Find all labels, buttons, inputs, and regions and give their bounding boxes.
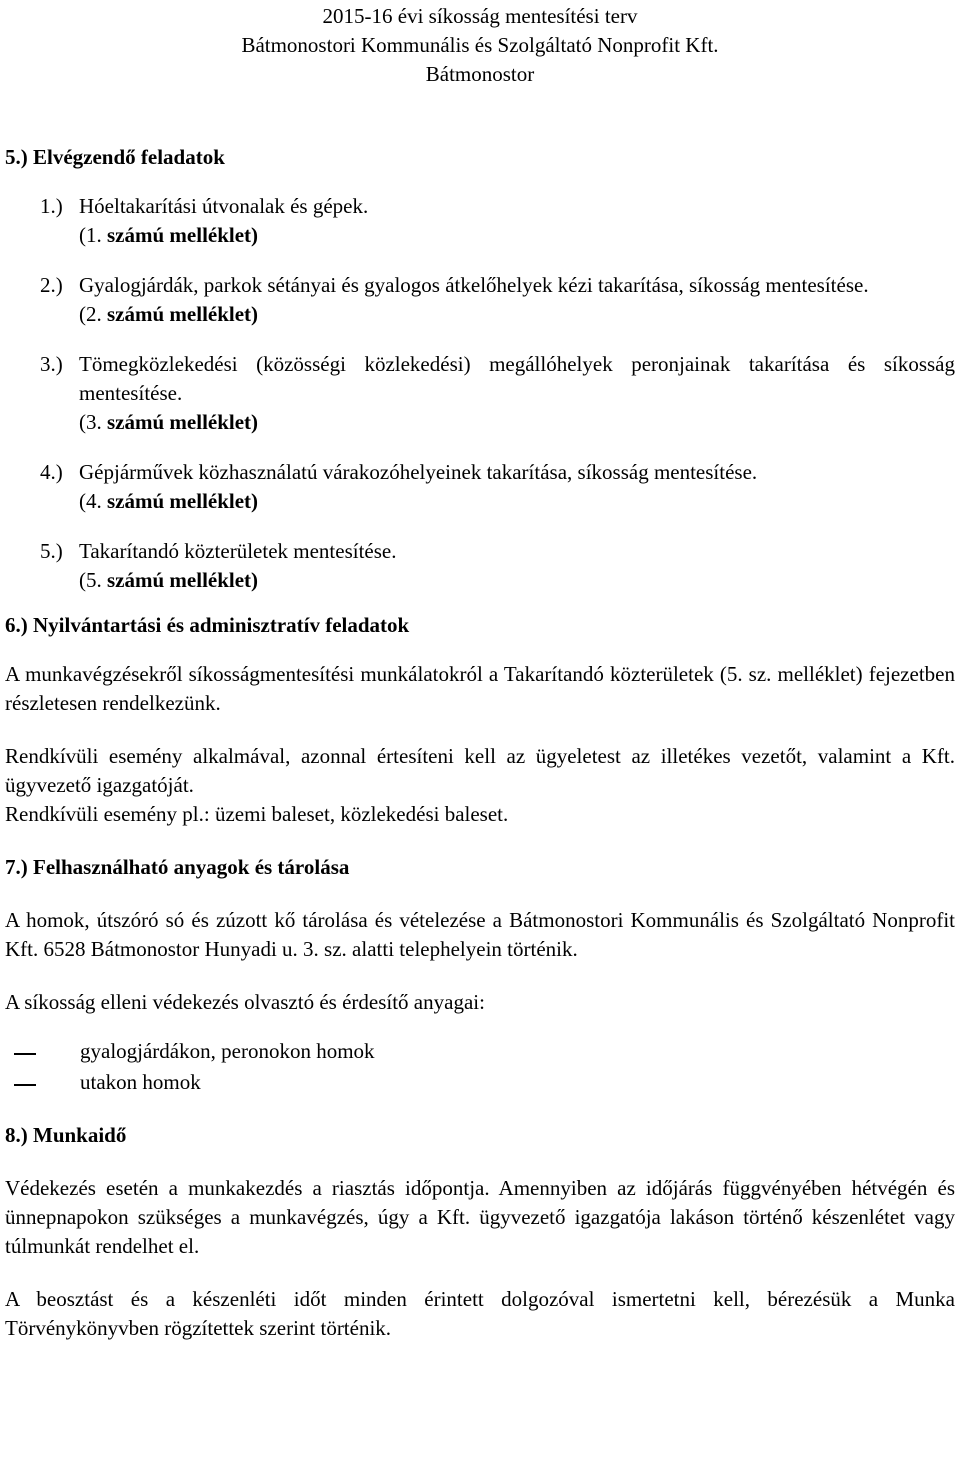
- section-7-paragraph: A homok, útszóró só és zúzott kő tárolása és vételezése a Bátmonostori Kommunális és Szolgáltató Nonprofit Kft. 6528 Bátmonostor Hunyadi u. 3. sz. alatti telephelyein történik.: [5, 908, 955, 961]
- section-6-title: 6.) Nyilvántartási és adminisztratív feladatok: [5, 613, 410, 637]
- task-annex-ref: (5. számú melléklet): [79, 568, 259, 592]
- task-text: Takarítandó közterületek mentesítése.: [79, 539, 397, 563]
- task-number: 3.): [40, 352, 63, 376]
- section-8-paragraph: A beosztást és a készenléti időt minden érintett dolgozóval ismertetni kell, bérezésük a Munka Törvénykönyvben rögzítettek szerint történik.: [5, 1287, 955, 1340]
- task-number: 4.): [40, 460, 63, 484]
- task-text: Hóeltakarítási útvonalak és gépek.: [79, 194, 369, 218]
- section-8-paragraph: Védekezés esetén a munkakezdés a riasztás időpontja. Amennyiben az időjárás függvényében hétvégén és ünnepnapokon szükséges a munkavégzés, úgy a Kft. ügyvezető igazgatója lakáson történő készenlétet vagy túlmunkát rendelhet el.: [5, 1176, 955, 1258]
- header-location: Bátmonostor: [425, 62, 535, 86]
- section-8-title: 8.) Munkaidő: [5, 1123, 127, 1147]
- task-number: 1.): [40, 194, 63, 218]
- section-6-paragraph: Rendkívüli esemény alkalmával, azonnal értesíteni kell az ügyeletest az illetékes vezetőt, valamint a Kft. ügyvezető igazgatóját.: [5, 744, 955, 797]
- section-7-title: 7.) Felhasználható anyagok és tárolása: [5, 855, 350, 879]
- materials-list: [5, 1037, 955, 1097]
- task-annex-ref: (4. számú melléklet): [79, 489, 259, 513]
- document-body: [5, 143, 955, 1343]
- header-company: Bátmonostori Kommunális és Szolgáltató Nonprofit Kft.: [241, 33, 719, 57]
- task-item: [5, 192, 955, 250]
- task-item: [5, 271, 955, 329]
- task-item: [5, 537, 955, 595]
- page-header: [0, 2, 960, 89]
- task-annex-ref: (1. számú melléklet): [79, 223, 259, 247]
- list-item: utakon homok: [80, 1070, 201, 1094]
- task-item: [5, 458, 955, 516]
- list-item: gyalogjárdákon, peronokon homok: [80, 1039, 375, 1063]
- task-number: 5.): [40, 539, 63, 563]
- task-annex-ref: (2. számú melléklet): [79, 302, 259, 326]
- task-item: [5, 350, 955, 437]
- section-7-paragraph: A síkosság elleni védekezés olvasztó és érdesítő anyagai:: [5, 990, 485, 1014]
- section-5-title: 5.) Elvégzendő feladatok: [5, 145, 225, 169]
- header-title: 2015-16 évi síkosság mentesítési terv: [322, 4, 638, 28]
- task-number: 2.): [40, 273, 63, 297]
- task-text: Tömegközlekedési (közösségi közlekedési) megállóhelyek peronjainak takarítása és síkosság mentesítése.: [79, 352, 955, 405]
- task-annex-ref: (3. számú melléklet): [79, 410, 259, 434]
- task-text: Gyalogjárdák, parkok sétányai és gyalogos átkelőhelyek kézi takarítása, síkosság mentesítése.: [79, 273, 869, 297]
- section-6-paragraph: A munkavégzésekről síkosságmentesítési munkálatokról a Takarítandó közterületek (5. sz. melléklet) fejezetben részletesen rendelkezünk.: [5, 662, 955, 715]
- section-6-paragraph: Rendkívüli esemény pl.: üzemi baleset, közlekedési baleset.: [5, 802, 509, 826]
- task-text: Gépjárművek közhasználatú várakozóhelyeinek takarítása, síkosság mentesítése.: [79, 460, 758, 484]
